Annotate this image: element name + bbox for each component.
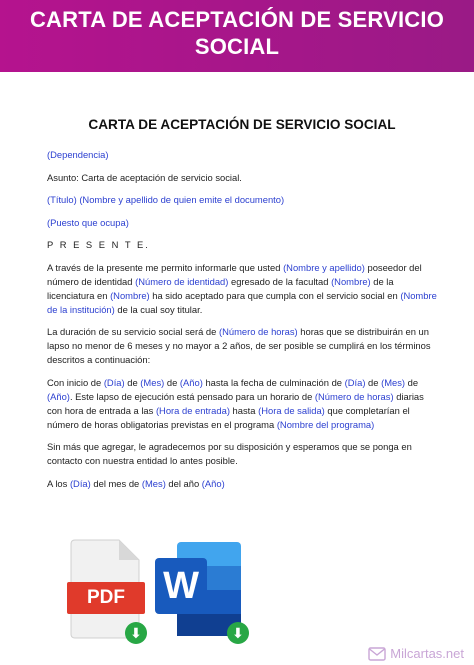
word-letter: W xyxy=(163,565,199,607)
date-line xyxy=(47,477,437,491)
placeholder-ano-inicio: (Año) xyxy=(179,376,203,388)
paragraph-3 xyxy=(47,376,437,432)
pdf-label: PDF xyxy=(67,582,145,614)
text: de xyxy=(124,376,141,388)
placeholder-nombre-institucion: (Nombre de la institución) xyxy=(47,289,437,315)
placeholder-nombre-emisor: (Nombre y apellido de quien emite el documento) xyxy=(79,194,285,205)
placeholder-numero-identidad: (Número de identidad) xyxy=(135,275,229,287)
text: La duración de su servicio social será de xyxy=(47,326,219,337)
text: A través de la presente me permito informarle que usted xyxy=(47,261,284,273)
placeholder-mes-inicio: (Mes) xyxy=(140,376,165,388)
text: A los xyxy=(47,477,70,489)
paragraph-1 xyxy=(47,261,437,317)
site-watermark xyxy=(368,646,464,661)
document-title: CARTA DE ACEPTACIÓN DE SERVICIO SOCIAL xyxy=(88,117,396,132)
text: de xyxy=(164,376,180,388)
placeholder-nombre-apellido: (Nombre y apellido) xyxy=(283,261,365,273)
download-arrow-icon: ⬇ xyxy=(227,622,249,644)
download-icons xyxy=(0,536,474,665)
header-banner xyxy=(0,0,474,72)
placeholder-puesto: (Puesto que ocupa) xyxy=(47,216,129,228)
placeholder-hora-salida: (Hora de salida) xyxy=(258,404,325,416)
text: Con inicio de xyxy=(47,376,104,388)
text: poseedor del número de identidad xyxy=(47,261,422,287)
text: hasta la fecha de culminación de xyxy=(202,376,345,388)
text: de xyxy=(365,376,382,388)
placeholder-ano-fecha: (Año) xyxy=(201,477,225,489)
pdf-download-button[interactable] xyxy=(67,536,145,641)
banner-title: CARTA DE ACEPTACIÓN DE SERVICIO SOCIAL xyxy=(29,7,445,59)
word-download-button[interactable] xyxy=(155,536,247,641)
text: horas que se distribuirán en un lapso no menor de 6 meses y no mayor a 2 años, de ser posible se cumplirá en los términos descritos a continuación: xyxy=(47,326,431,365)
watermark-text: Milcartas.net xyxy=(390,646,464,661)
text: egresado de la facultad xyxy=(228,275,332,287)
paragraph-2 xyxy=(47,325,437,367)
text: del año xyxy=(165,477,202,489)
asunto-line: Asunto: Carta de aceptación de servicio social. xyxy=(47,171,242,183)
placeholder-numero-horas-diarias: (Número de horas) xyxy=(314,390,394,402)
placeholder-nombre-licenciatura: (Nombre) xyxy=(110,289,150,301)
download-arrow-icon: ⬇ xyxy=(125,622,147,644)
placeholder-hora-entrada: (Hora de entrada) xyxy=(155,404,230,416)
envelope-logo-icon xyxy=(368,647,386,661)
text: del mes de xyxy=(90,477,142,489)
placeholder-numero-horas: (Número de horas) xyxy=(218,326,298,337)
letter-document xyxy=(47,118,437,499)
placeholder-mes-fecha: (Mes) xyxy=(141,477,166,489)
placeholder-nombre-programa: (Nombre del programa) xyxy=(276,418,375,430)
placeholder-dia-inicio: (Día) xyxy=(103,376,125,388)
placeholder-nombre-facultad: (Nombre) xyxy=(331,275,371,287)
recipient-line xyxy=(47,193,437,207)
placeholder-dia-fin: (Día) xyxy=(344,376,366,388)
placeholder-dia-fecha: (Día) xyxy=(69,477,91,489)
text: que completarían el número de horas obligatorias previstas en el programa xyxy=(47,404,410,430)
text: de la cual soy titular. xyxy=(114,303,203,315)
text: diarias con hora de entrada a las xyxy=(47,390,424,416)
dependencia-line xyxy=(47,148,437,162)
paragraph-4: Sin más que agregar, le agradecemos por su disposición y esperamos que se ponga en contacto con nuestra entidad lo antes posible. xyxy=(47,441,412,466)
presente-line: P R E S E N T E. xyxy=(47,239,150,250)
placeholder-mes-fin: (Mes) xyxy=(381,376,406,388)
placeholder-ano-fin: (Año) xyxy=(47,390,70,402)
text: de xyxy=(405,376,419,388)
text: . Este lapso de ejecución está pensado para un horario de xyxy=(69,390,315,402)
text: ha sido aceptado para que cumpla con el servicio social en xyxy=(149,289,401,301)
placeholder-dependencia: (Dependencia) xyxy=(47,149,109,160)
placeholder-titulo: (Título) xyxy=(47,194,77,205)
text: de la licenciatura en xyxy=(47,275,394,301)
puesto-line xyxy=(47,216,437,230)
text: hasta xyxy=(229,404,259,416)
